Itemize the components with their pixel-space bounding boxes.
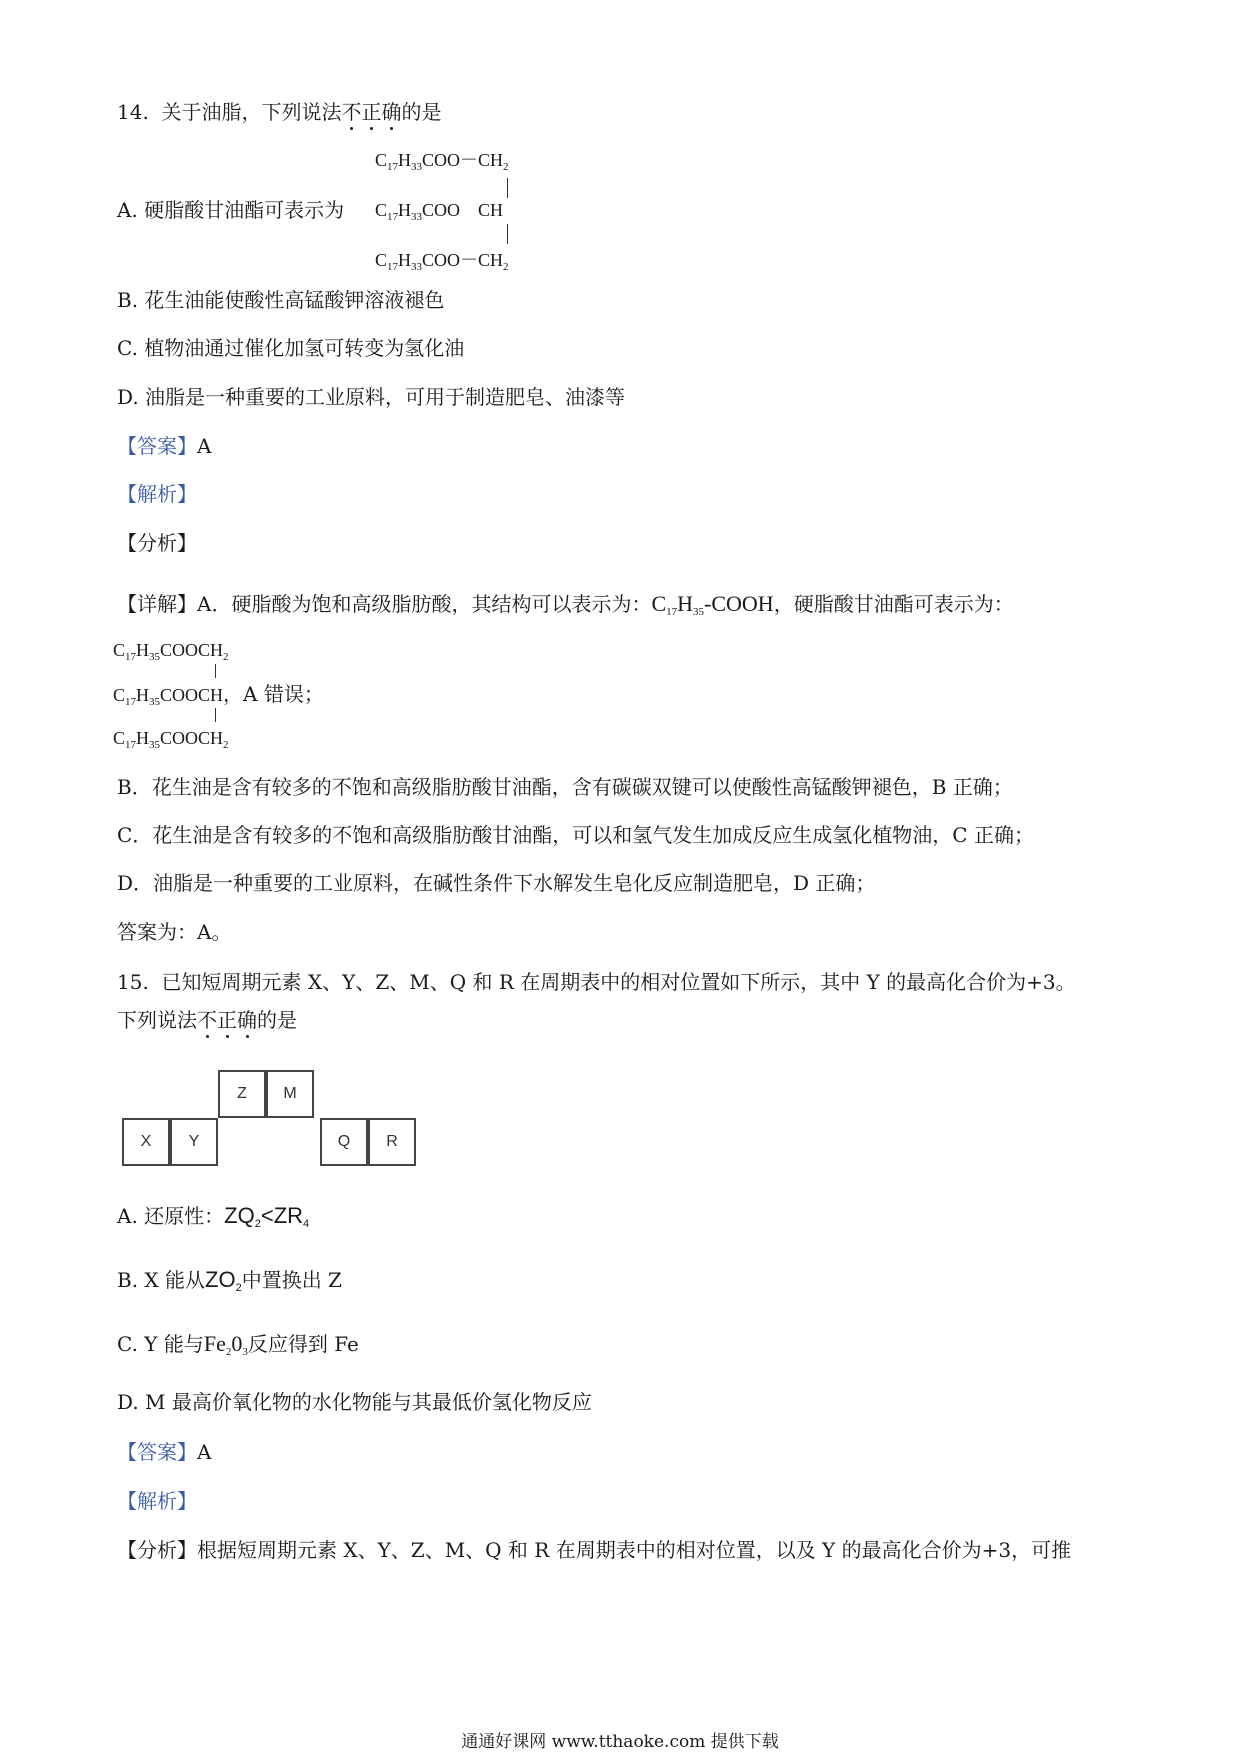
q15-analysis-tag: 【解析】 xyxy=(117,1489,197,1513)
q14-option-b: B. 花生油能使酸性高锰酸钾溶液褪色 xyxy=(117,288,445,312)
q14-formula-line2: $C_{17}H_{33}COO$ CH xyxy=(375,200,504,223)
q14-struct-line1: $C_{17}H_{35}COOCH_2$ xyxy=(113,640,229,663)
q14-struct-line2: $C_{17}H_{35}COOCH$，A 错误； xyxy=(113,682,324,708)
q15-stem-line2: 下列说法不正确的是 xyxy=(117,1008,297,1032)
q15-option-a: A. 还原性：$ZQ_2<ZR_4$ xyxy=(117,1203,310,1230)
q14-formula-bond xyxy=(507,224,508,244)
cell-x: X xyxy=(122,1118,170,1166)
q14-option-a: A. 硬脂酸甘油酯可表示为 xyxy=(117,198,345,222)
q14-option-d: D. 油脂是一种重要的工业原料，可用于制造肥皂、油漆等 xyxy=(117,385,626,409)
q14-struct-bond xyxy=(215,708,216,722)
q14-option-c: C. 植物油通过催化加氢可转变为氢化油 xyxy=(117,336,465,360)
q14-detail-c: C．花生油是含有较多的不饱和高级脂肪酸甘油酯，可以和氢气发生加成反应生成氢化植物油，C 正确； xyxy=(117,823,1034,847)
q15-stem-line1: 15. 已知短周期元素 X、Y、Z、M、Q 和 R 在周期表中的相对位置如下所示，其中 Y 的最高化合价为+3。 xyxy=(117,970,1076,994)
page-footer: 通通好课网 www.tthaoke.com 提供下载 xyxy=(461,1732,779,1752)
q14-analysis-tag: 【解析】 xyxy=(117,482,197,506)
q14-final-answer: 答案为：A。 xyxy=(117,920,232,944)
q15-option-d: D. M 最高价氧化物的水化物能与其最低价氢化物反应 xyxy=(117,1390,592,1414)
q14-struct-bond xyxy=(215,664,216,678)
q14-detail-d: D．油脂是一种重要的工业原料，在碱性条件下水解发生皂化反应制造肥皂，D 正确； xyxy=(117,871,876,895)
q15-answer: 【答案】A xyxy=(117,1440,212,1464)
cell-z: Z xyxy=(218,1070,266,1118)
cell-y: Y xyxy=(170,1118,218,1166)
q14-formula-line3: $C_{17}H_{33}COO-CH_2$ xyxy=(375,250,509,273)
q14-fenxi-tag: 【分析】 xyxy=(117,531,197,555)
cell-m: M xyxy=(266,1070,314,1118)
q14-answer: 【答案】A xyxy=(117,434,212,458)
cell-q: Q xyxy=(320,1118,368,1166)
q15-option-c: C. Y 能与$Fe_20_3$反应得到 Fe xyxy=(117,1331,359,1358)
q14-stem: 14. 关于油脂，下列说法不正确的是 xyxy=(117,100,442,124)
q15-option-b: B. X 能从$ZO_2$中置换出 Z xyxy=(117,1267,342,1294)
q14-detail-b: B．花生油是含有较多的不饱和高级脂肪酸甘油酯，含有碳碳双键可以使酸性高锰酸钾褪色，B 正确； xyxy=(117,775,1013,799)
cell-r: R xyxy=(368,1118,416,1166)
q14-struct-line3: $C_{17}H_{35}COOCH_2$ xyxy=(113,728,229,751)
q15-fenxi: 【分析】根据短周期元素 X、Y、Z、M、Q 和 R 在周期表中的相对位置，以及 Y 的最高化合价为+3，可推 xyxy=(117,1538,1072,1562)
q14-formula-bond xyxy=(507,178,508,198)
q14-formula-line1: $C_{17}H_{33}COO-CH_2$ xyxy=(375,150,509,173)
q14-detail-a: 【详解】A．硬脂酸为饱和高级脂肪酸，其结构可以表示为：$C_{17}H_{35}$-COOH，硬脂酸甘油酯可表示为： xyxy=(117,591,1014,618)
